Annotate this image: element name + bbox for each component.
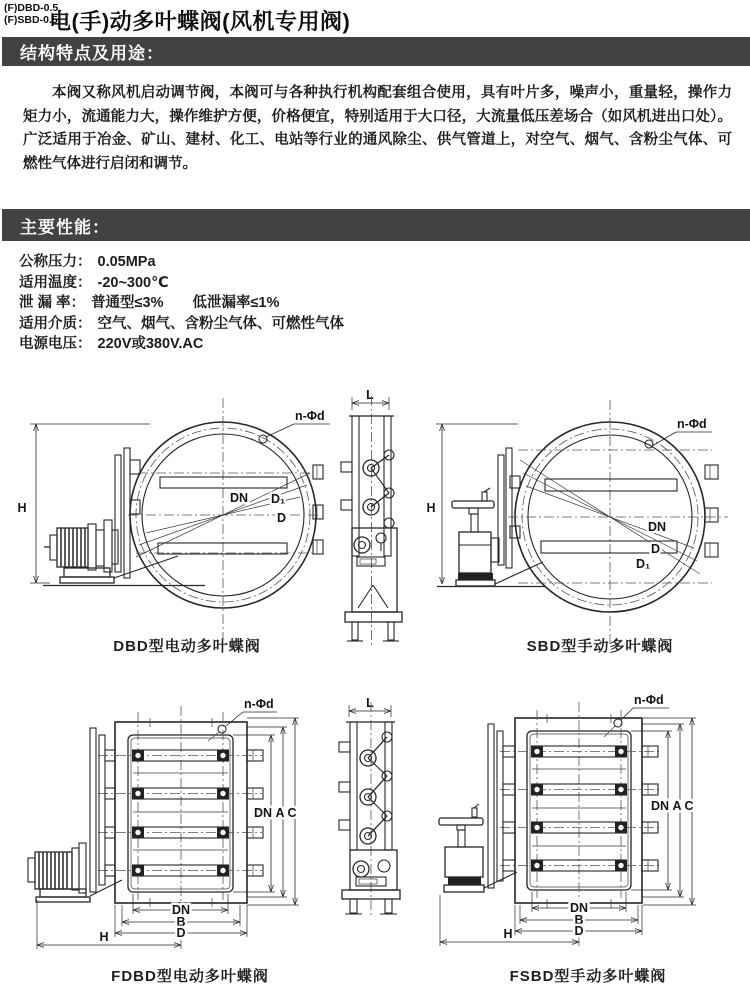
fsbd-valve-drawing bbox=[439, 693, 696, 985]
sbd-valve-drawing bbox=[426, 400, 728, 655]
fsbd-right-dimensions bbox=[631, 718, 696, 905]
features-heading: 结构特点及用途： bbox=[20, 44, 164, 63]
fsbd-dim-c: C bbox=[684, 799, 694, 813]
fdbd-dim-d: D bbox=[176, 926, 186, 940]
spec-row-medium bbox=[19, 314, 344, 335]
sbd-dim-d: D bbox=[651, 542, 661, 556]
sbd-caption: SBD型手动多叶蝶阀 bbox=[526, 638, 674, 655]
fdbd-blades bbox=[98, 750, 262, 877]
fsbd-dim-n-phi-d: n-Φd bbox=[634, 693, 664, 707]
fsbd-handwheel-assembly bbox=[439, 724, 517, 892]
fdbd-dim-dn-h: DN bbox=[171, 903, 191, 917]
dbd-dim-d1: D₁ bbox=[271, 492, 286, 506]
sbd-dim-dn: DN bbox=[648, 520, 667, 534]
dbd-actuator bbox=[43, 448, 205, 586]
dbd-dim-h: H bbox=[17, 501, 27, 515]
fdbd-caption: FDBD型电动多叶蝶阀 bbox=[111, 968, 269, 985]
spec-label: 适用介质： bbox=[19, 315, 92, 332]
fsbd-dim-b: B bbox=[574, 913, 584, 927]
fsbd-blades bbox=[500, 746, 662, 872]
spec-row-leakage bbox=[19, 293, 344, 314]
side-view-bottom-drawing bbox=[339, 696, 400, 918]
page-title: 电(手)动多叶蝶阀(风机专用阀) bbox=[49, 9, 351, 34]
spec-label: 公称压力： bbox=[19, 254, 92, 270]
fdbd-dim-n-phi-d: n-Φd bbox=[244, 697, 274, 711]
spec-row-temperature bbox=[19, 273, 344, 294]
fdbd-dim-h: H bbox=[99, 930, 109, 944]
spec-label: 适用温度： bbox=[19, 274, 92, 291]
features-paragraph: 本阀又称风机启动调节阀，本阀可与各种执行机构配套组合使用，具有叶片多，噪声小，重量轻，操作力矩力小，流通能力大，操作维护方便，价格便宜，特别适用于大口径，大流量低压差场合（如风机进出口处）。广泛适用于冶金、矿山、建材、化工、电站等行业的通风除尘、供气管道上，对空气、烟气、含粉尘气体、可燃性气体进行启闭和调节。 bbox=[23, 85, 732, 172]
performance-heading: 主要性能： bbox=[20, 217, 110, 237]
spec-row-pressure bbox=[19, 252, 344, 273]
section-bar-features bbox=[2, 37, 750, 66]
fsbd-studs bbox=[503, 746, 658, 871]
fsbd-caption: FSBD型手动多叶蝶阀 bbox=[509, 968, 667, 985]
dbd-caption: DBD型电动多叶蝶阀 bbox=[113, 638, 261, 655]
model-code-dbd: (F)DBD-0.5 bbox=[4, 2, 59, 14]
spec-value: 空气、烟气、含粉尘气体、可燃性气体 bbox=[97, 315, 344, 332]
side-bottom-dim-l: L bbox=[366, 696, 374, 710]
spec-label: 泄 漏 率： bbox=[19, 295, 86, 311]
sbd-dim-n-phi-d: n-Φd bbox=[677, 417, 707, 431]
fsbd-dim-a: A bbox=[672, 799, 682, 813]
fdbd-studs bbox=[105, 750, 263, 876]
fdbd-dim-b: B bbox=[176, 915, 186, 929]
model-code-sbd: (F)SBD-0.5 bbox=[4, 13, 58, 26]
dbd-dim-dn: DN bbox=[230, 491, 249, 505]
spec-value: 普通型≤3% 低泄漏率≤1% bbox=[91, 295, 280, 311]
dbd-flange-tabs bbox=[313, 465, 323, 554]
sbd-dim-h: H bbox=[426, 501, 436, 515]
dbd-dim-d: D bbox=[277, 511, 287, 525]
fsbd-bottom-dimensions bbox=[440, 892, 642, 946]
technical-drawings bbox=[0, 390, 750, 1006]
fsbd-dim-h: H bbox=[503, 927, 513, 941]
spec-row-voltage bbox=[19, 334, 344, 355]
spec-value: 220V或380V.AC bbox=[97, 336, 204, 352]
fdbd-dim-dn-v: DN bbox=[253, 806, 273, 820]
spec-value: 0.05MPa bbox=[97, 254, 156, 270]
fdbd-dim-c: C bbox=[287, 806, 297, 820]
sbd-dim-d1: D₁ bbox=[636, 557, 651, 571]
sbd-flange-tabs bbox=[705, 465, 718, 557]
fdbd-dim-a: A bbox=[275, 806, 285, 820]
performance-specs bbox=[19, 252, 344, 355]
dbd-dim-n-phi-d: n-Φd bbox=[295, 409, 325, 423]
fsbd-dim-dn-h: DN bbox=[569, 901, 589, 915]
fdbd-valve-drawing bbox=[28, 697, 299, 985]
fsbd-dim-d: D bbox=[574, 924, 584, 938]
side-top-dim-l: L bbox=[366, 390, 374, 402]
section-bar-performance bbox=[2, 209, 750, 241]
side-view-top-drawing bbox=[341, 390, 402, 648]
fsbd-dim-dn-v: DN bbox=[650, 799, 670, 813]
dbd-valve-drawing bbox=[17, 398, 330, 655]
spec-label: 电源电压： bbox=[19, 336, 92, 352]
fdbd-right-dimensions bbox=[233, 718, 299, 905]
spec-value: -20~300℃ bbox=[97, 274, 169, 291]
